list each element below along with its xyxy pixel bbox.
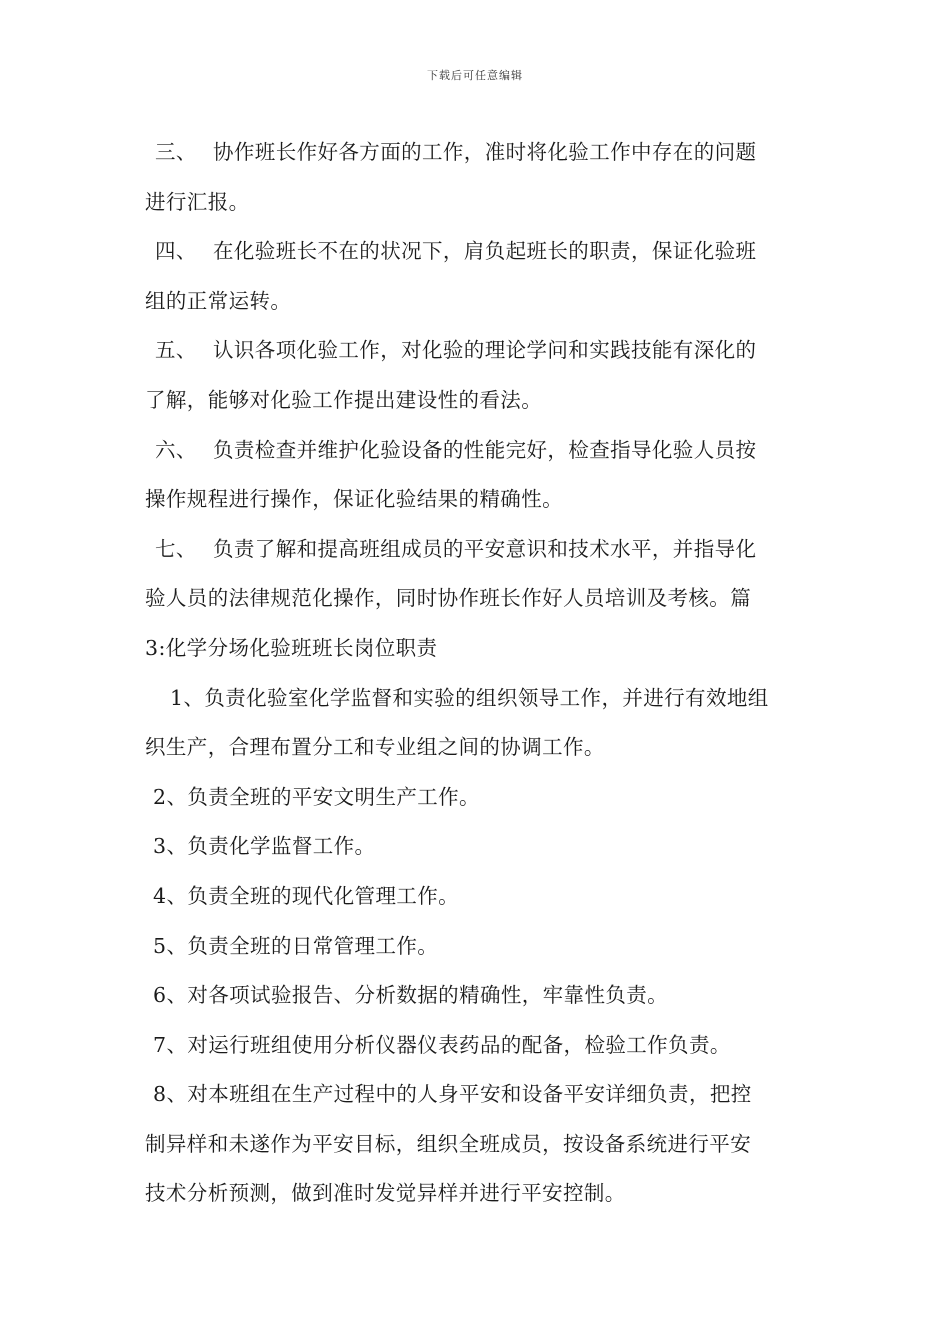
list-marker: 三、 [155,140,197,164]
paragraph-line [145,178,810,228]
list-marker: 四、 [155,239,197,264]
paragraph-line [145,1120,810,1170]
line-text: 5、负责全班的日常管理工作。 [153,933,439,958]
paragraph-line [145,475,810,525]
paragraph-line [145,128,810,178]
paragraph-line [145,723,810,773]
line-text: 4、负责全班的现代化管理工作。 [153,883,460,908]
paragraph-line [145,1070,810,1120]
list-marker: 五、 [155,338,197,363]
line-text: 1、负责化验室化学监督和实验的组织领导工作，并进行有效地组 [170,685,769,710]
line-text: 制异样和未遂作为平安目标，组织全班成员，按设备系统进行平安 [145,1131,752,1156]
paragraph-line [145,674,810,724]
line-text: 协作班长作好各方面的工作，准时将化验工作中存在的问题 [213,140,757,164]
document-body [145,128,810,1219]
line-text: 技术分析预测，做到准时发觉异样并进行平安控制。 [145,1181,626,1206]
line-text: 7、对运行班组使用分析仪器仪表药品的配备，检验工作负责。 [153,1032,731,1057]
line-text: 操作规程进行操作，保证化验结果的精确性。 [145,487,563,512]
line-text: 6、对各项试验报告、分析数据的精确性，牢靠性负责。 [153,983,669,1008]
paragraph-line [145,326,810,376]
paragraph-line [145,525,810,575]
line-text: 组的正常运转。 [145,288,292,313]
paragraph-line [145,1169,810,1219]
line-text: 2、负责全班的平安文明生产工作。 [153,784,480,809]
line-text: 认识各项化验工作，对化验的理论学问和实践技能有深化的 [213,338,757,363]
paragraph-line [145,574,810,624]
line-text: 在化验班长不在的状况下，肩负起班长的职责，保证化验班 [213,239,757,264]
paragraph-line [145,773,810,823]
paragraph-line [145,376,810,426]
list-marker: 六、 [155,437,197,462]
line-text: 进行汇报。 [145,189,250,214]
line-text: 3:化学分场化验班班长岗位职责 [145,635,438,660]
line-text: 3、负责化学监督工作。 [153,834,376,859]
paragraph-line [145,922,810,972]
line-text: 了解，能够对化验工作提出建设性的看法。 [145,387,543,412]
paragraph-line [145,426,810,476]
section-heading-line [145,624,810,674]
paragraph-line [145,277,810,327]
line-text: 8、对本班组在生产过程中的人身平安和设备平安详细负责，把控 [153,1082,752,1107]
paragraph-line [145,822,810,872]
line-text: 织生产，合理布置分工和专业组之间的协调工作。 [145,735,605,760]
list-marker: 七、 [155,536,197,561]
line-text: 负责检查并维护化验设备的性能完好，检查指导化验人员按 [213,437,757,462]
page-header: 下载后可任意编辑 [427,69,523,82]
line-text: 验人员的法律规范化操作，同时协作班长作好人员培训及考核。篇 [145,586,752,611]
line-text: 负责了解和提高班组成员的平安意识和技术水平，并指导化 [213,536,757,561]
paragraph-line [145,872,810,922]
paragraph-line [145,1021,810,1071]
paragraph-line [145,227,810,277]
paragraph-line [145,971,810,1021]
